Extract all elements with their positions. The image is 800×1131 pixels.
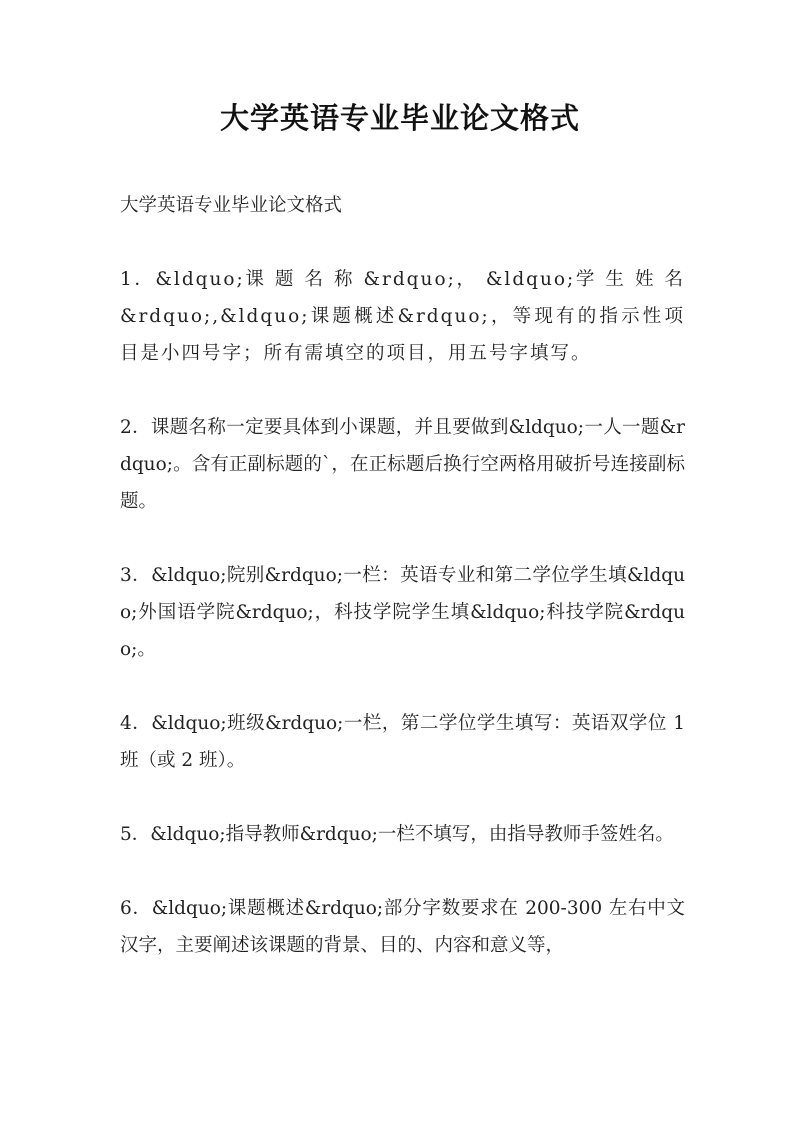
paragraph-item-6: 6．&ldquo;课题概述&rdquo;部分字数要求在 200-300 左右中文汉字，主要阐述该课题的背景、目的、内容和意义等， <box>120 898 685 956</box>
paragraph-item-5: 5．&ldquo;指导教师&rdquo;一栏不填写，由指导教师手签姓名。 <box>120 824 674 845</box>
paragraph-item-1: 1．&ldquo;课 题 名 称 &rdquo;， &ldquo;学 生 姓 名 &rdquo;,&ldquo;课题概述&rdquo;，等现有的指示性项目是小四号字；所有需填空的项目，用五号字填写。 <box>120 269 685 364</box>
paragraph-item-2: 2．课题名称一定要具体到小课题，并且要做到&ldquo;一人一题&rdquo;。含有正副标题的`，在正标题后换行空两格用破折号连接副标题。 <box>120 417 685 512</box>
document-title: 大学英语专业毕业论文格式 <box>219 101 580 135</box>
paragraph-item-3: 3．&ldquo;院别&rdquo;一栏：英语专业和第二学位学生填&ldquo;外国语学院&rdquo;，科技学院学生填&ldquo;科技学院&rdquo;。 <box>120 565 685 660</box>
document-subtitle: 大学英语专业毕业论文格式 <box>120 195 343 216</box>
paragraph-item-4: 4．&ldquo;班级&rdquo;一栏，第二学位学生填写：英语双学位 1 班（或 2 班）。 <box>120 713 685 771</box>
document-body <box>120 187 685 1001</box>
